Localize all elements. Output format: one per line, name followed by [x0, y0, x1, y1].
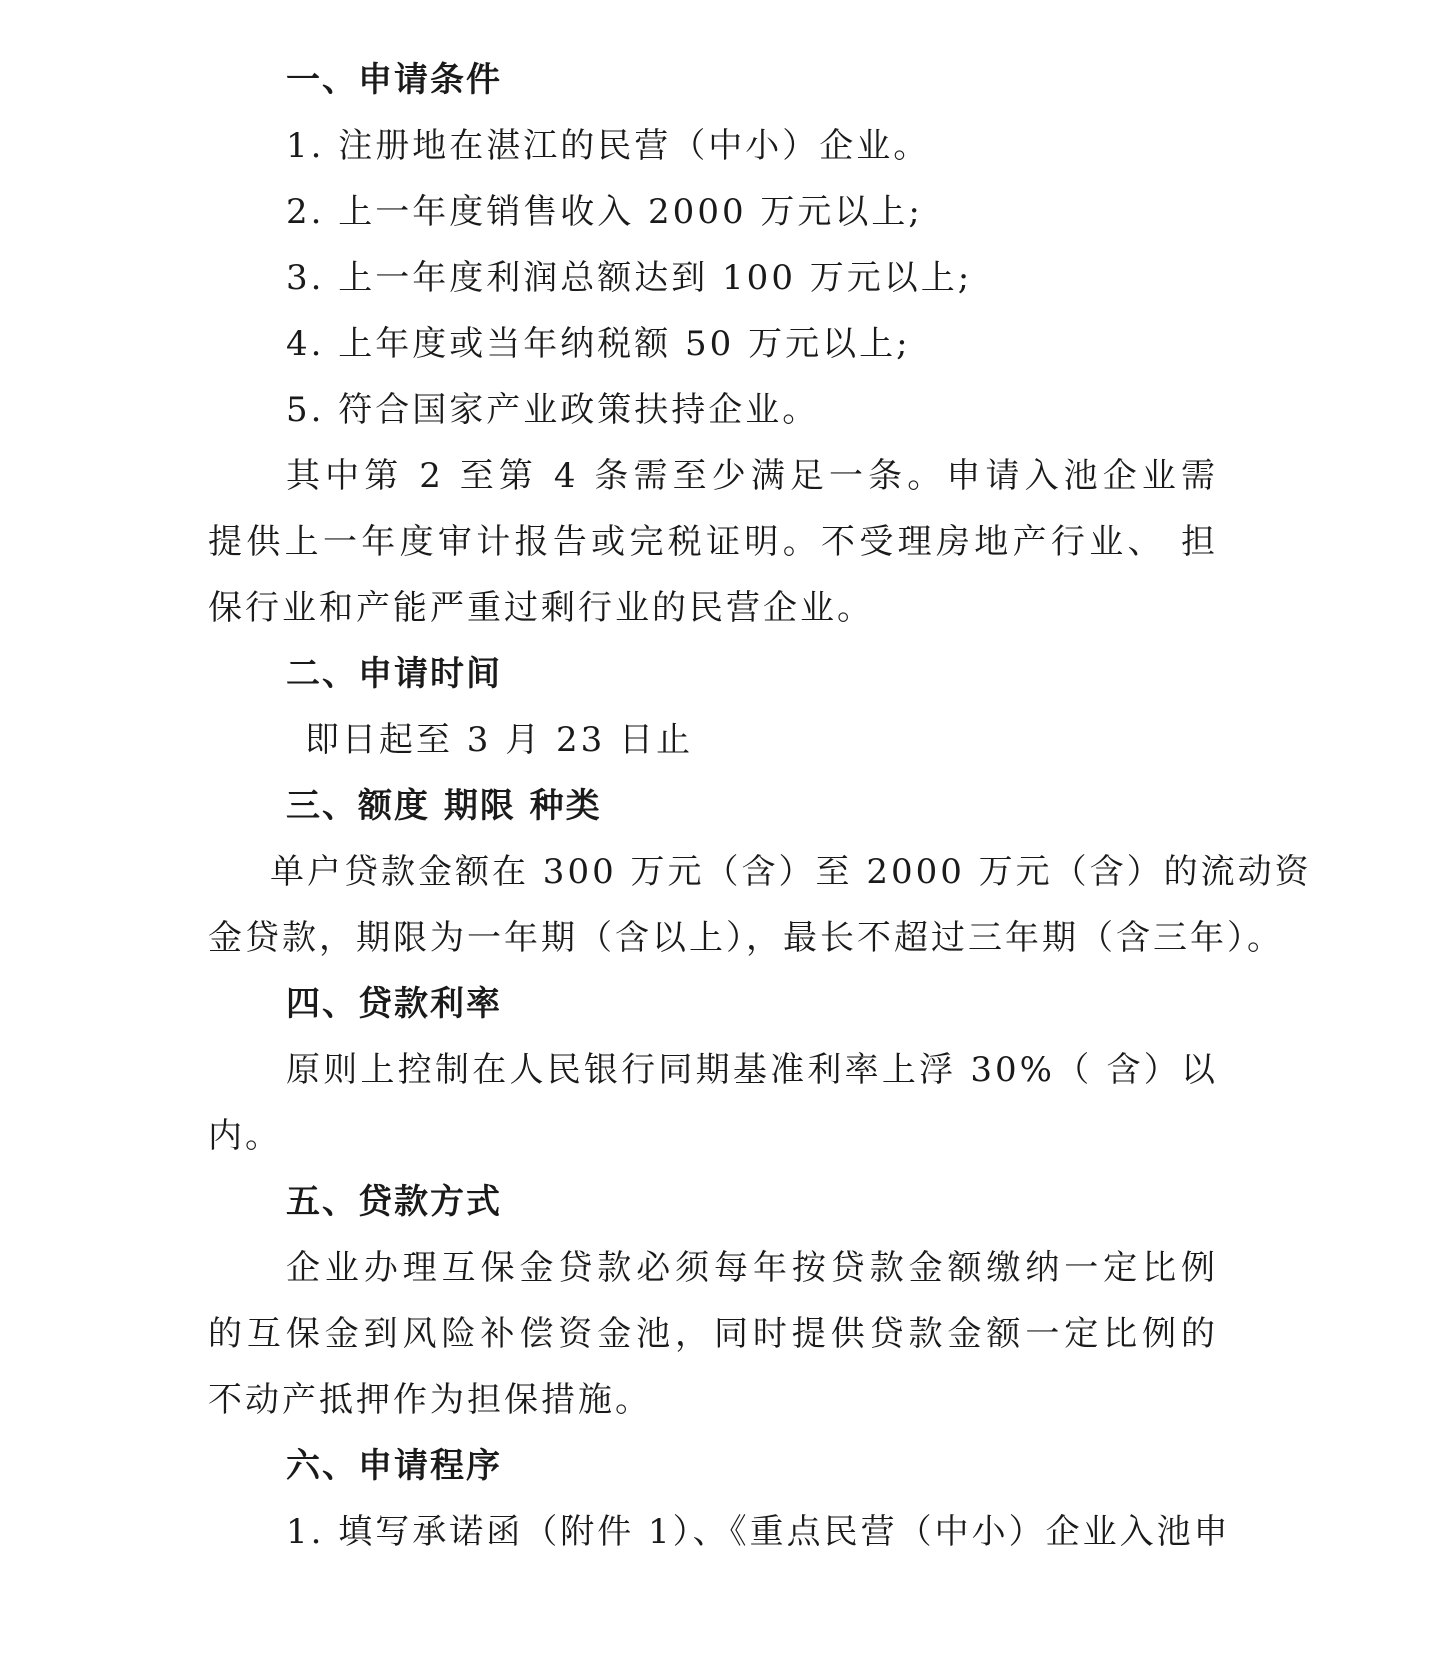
quota-text-line-2: 金贷款，期限为一年期（含以上），最长不超过三年期（含三年）。	[208, 918, 1284, 958]
application-time-text: 即日起至 3 月 23 日止	[305, 720, 694, 760]
condition-item-4: 4. 上年度或当年纳税额 50 万元以上;	[286, 324, 911, 364]
condition-item-5: 5. 符合国家产业政策扶持企业。	[286, 390, 820, 430]
procedure-item-1: 1. 填写承诺函（附件 1）、《重点民营（中小）企业入池申	[286, 1512, 1231, 1552]
quota-text-line-1: 单户贷款金额在 300 万元（含）至 2000 万元（含）的流动资	[270, 852, 1312, 892]
condition-item-3: 3. 上一年度利润总额达到 100 万元以上;	[286, 258, 973, 298]
condition-item-1: 1. 注册地在湛江的民营（中小）企业。	[286, 126, 931, 166]
section-heading-2: 二、申请时间	[286, 654, 502, 694]
section-heading-6: 六、申请程序	[286, 1446, 502, 1486]
loan-method-line-3: 不动产抵押作为担保措施。	[208, 1380, 652, 1420]
condition-note-line-2: 提供上一年度审计报告或完税证明。不受理房地产行业、 担	[208, 522, 1218, 562]
interest-text-line-2: 内。	[208, 1116, 282, 1156]
loan-method-line-1: 企业办理互保金贷款必须每年按贷款金额缴纳一定比例	[286, 1248, 1218, 1288]
condition-item-2: 2. 上一年度销售收入 2000 万元以上;	[286, 192, 923, 232]
interest-text-line-1: 原则上控制在人民银行同期基准利率上浮 30%（ 含）以	[286, 1050, 1218, 1090]
section-heading-1: 一、申请条件	[286, 60, 502, 100]
condition-note-line-3: 保行业和产能严重过剩行业的民营企业。	[208, 588, 874, 628]
condition-note-line-1: 其中第 2 至第 4 条需至少满足一条。申请入池企业需	[286, 456, 1218, 496]
loan-method-line-2: 的互保金到风险补偿资金池，同时提供贷款金额一定比例的	[208, 1314, 1218, 1354]
section-heading-4: 四、贷款利率	[286, 984, 502, 1024]
section-heading-3: 三、额度 期限 种类	[286, 786, 602, 826]
section-heading-5: 五、贷款方式	[286, 1182, 502, 1222]
